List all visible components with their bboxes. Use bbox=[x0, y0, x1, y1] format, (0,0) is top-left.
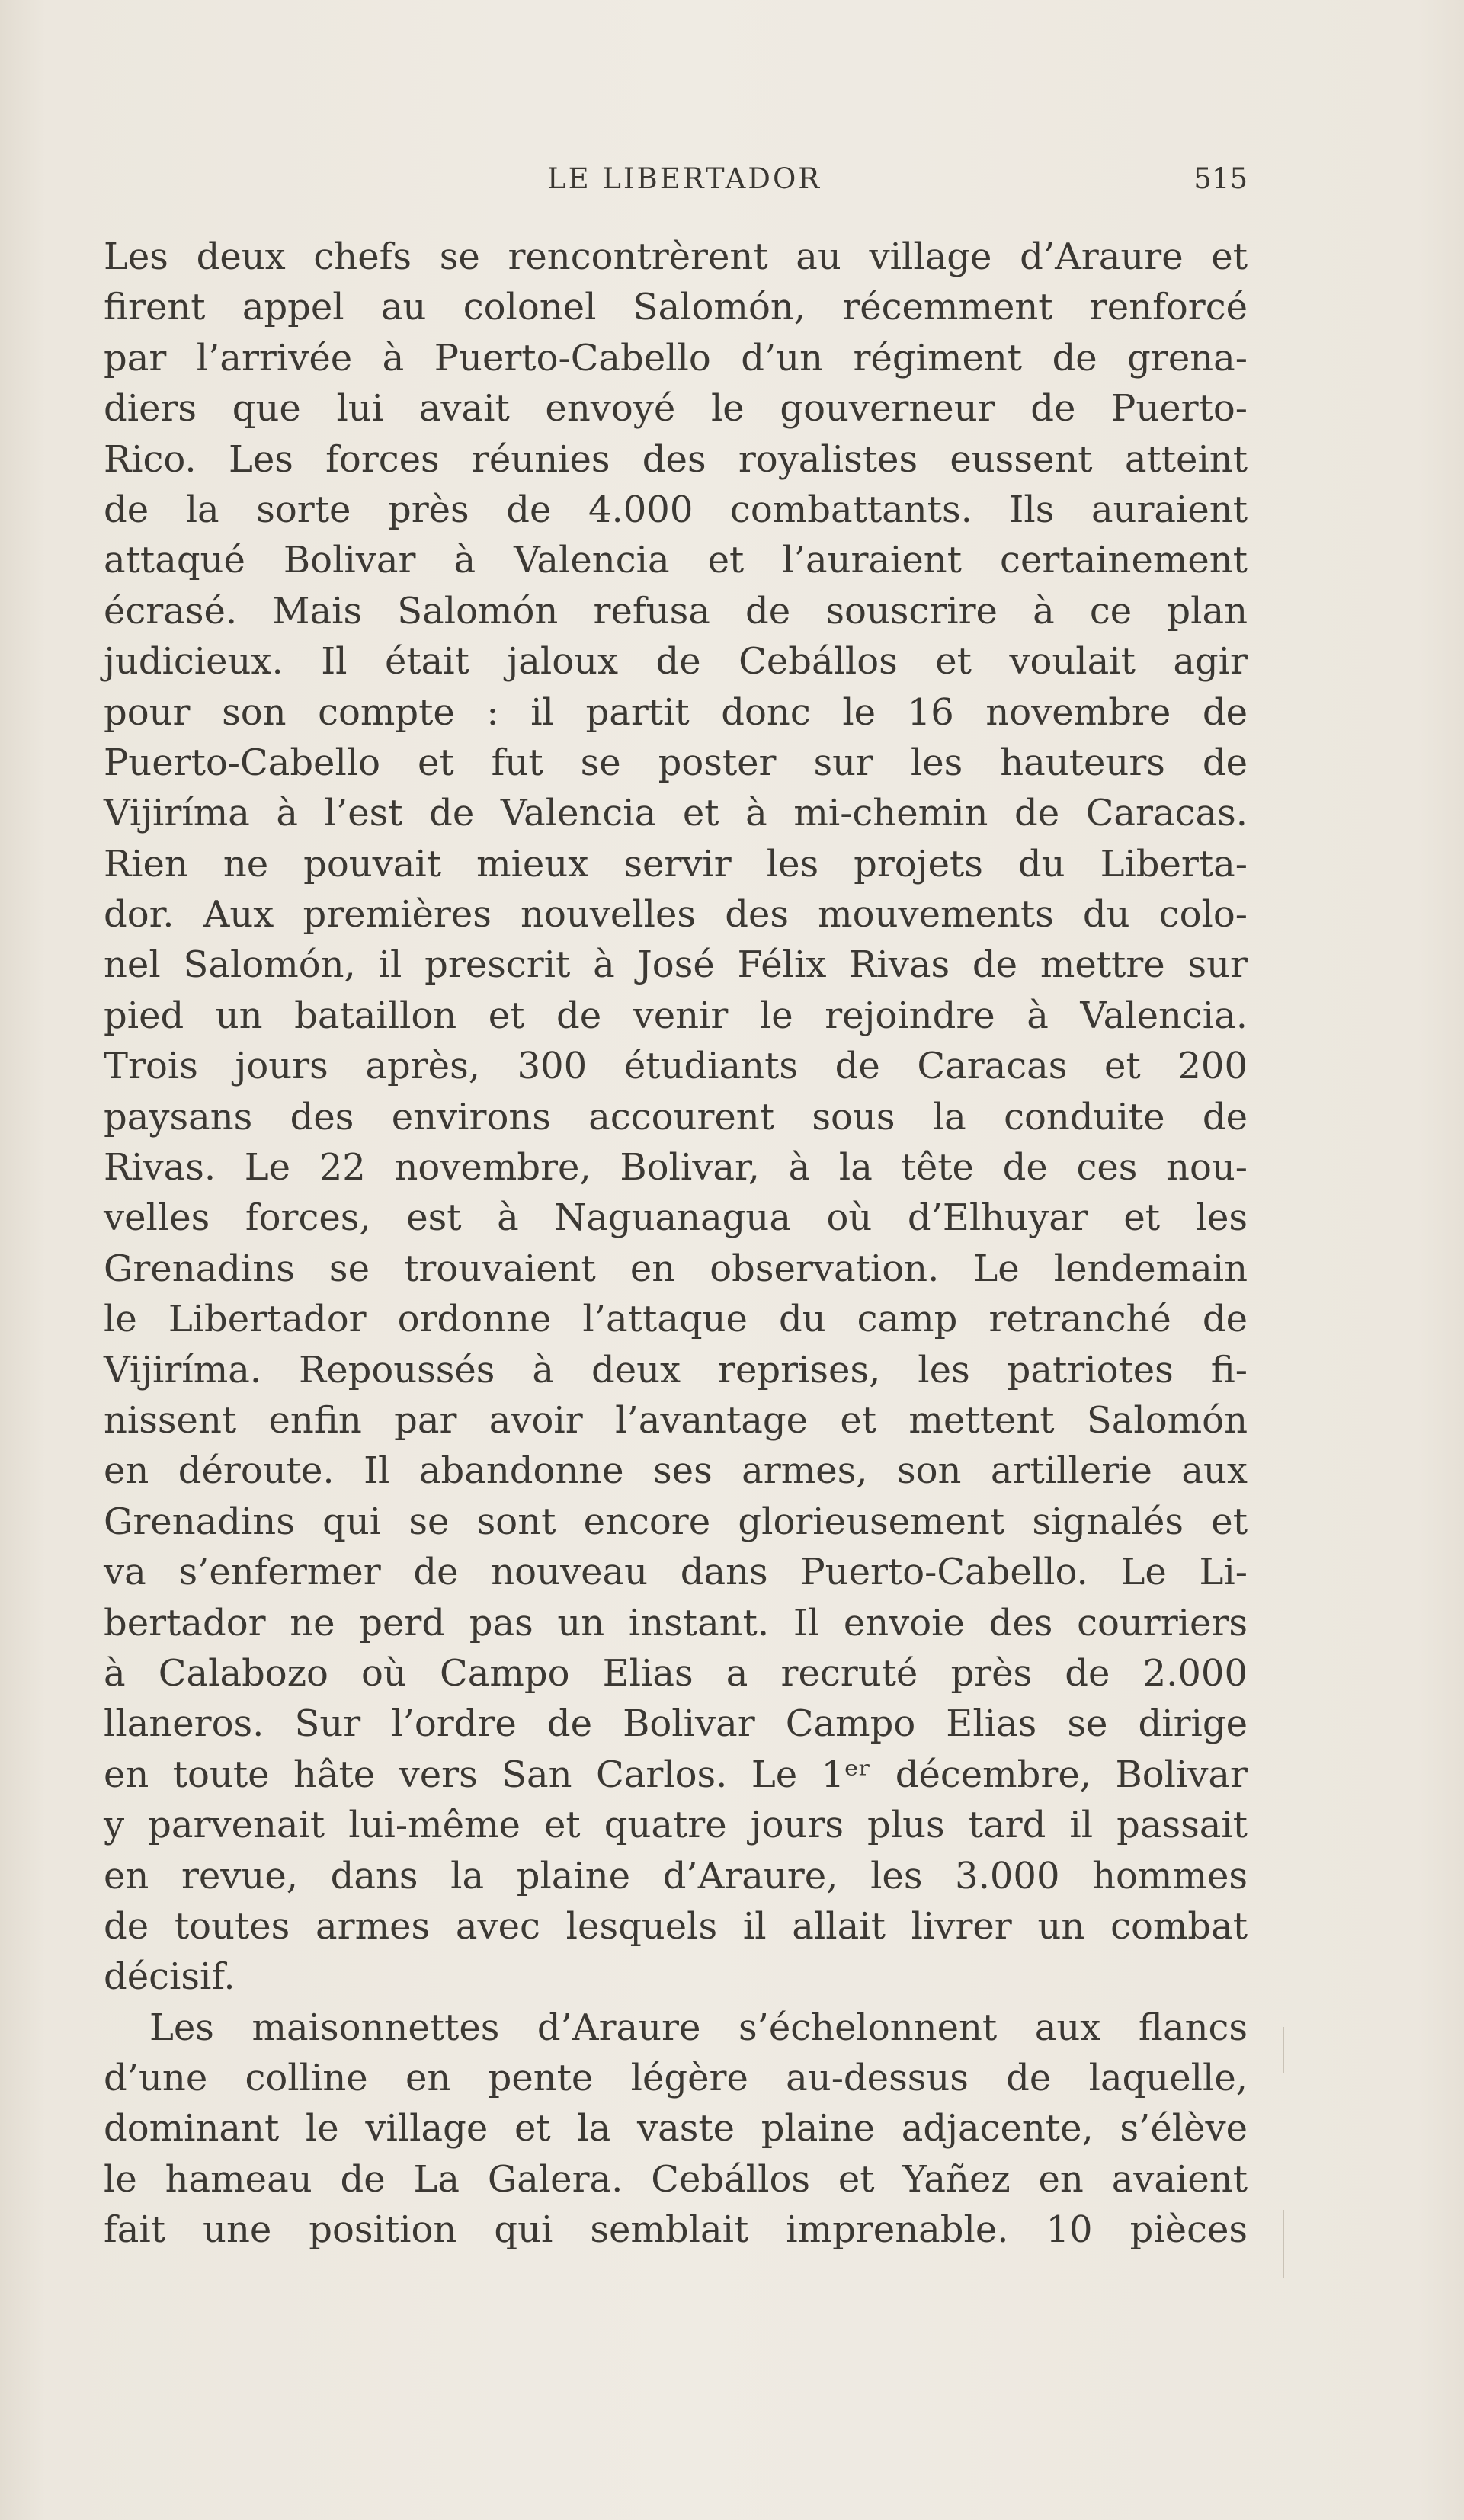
text-line: de la sorte près de 4.000 combattants. Ils auraient bbox=[104, 488, 1248, 531]
text-line: Rien ne pouvait mieux servir les projets du Liberta- bbox=[104, 842, 1248, 885]
text-line: dor. Aux premières nouvelles des mouvements du colo- bbox=[104, 893, 1248, 937]
paragraph-end-line: décisif. bbox=[104, 1955, 235, 1999]
text-line: Rico. Les forces réunies des royalistes eussent atteint bbox=[104, 437, 1248, 481]
text-line: en toute hâte vers San Carlos. Le 1ᵉʳ décembre, Bolivar bbox=[104, 1753, 1248, 1796]
text-line: Vijiríma à l’est de Valencia et à mi-chemin de Caracas. bbox=[104, 792, 1248, 835]
text-line: en revue, dans la plaine d’Araure, les 3.000 hommes bbox=[104, 1854, 1248, 1897]
text-line: Vijiríma. Repoussés à deux reprises, les patriotes fi- bbox=[104, 1348, 1248, 1391]
text-line: fait une position qui semblait imprenable. 10 pièces bbox=[104, 2208, 1248, 2252]
text-line: à Calabozo où Campo Elias a recruté près de 2.000 bbox=[104, 1651, 1248, 1695]
text-line: bertador ne perd pas un instant. Il envoie des courriers bbox=[104, 1601, 1248, 1644]
text-line: Rivas. Le 22 novembre, Bolivar, à la tête de ces nou- bbox=[104, 1146, 1248, 1190]
running-title: LE LIBERTADOR bbox=[547, 162, 822, 195]
text-line: attaqué Bolivar à Valencia et l’auraient certainement bbox=[104, 539, 1248, 582]
text-line: d’une colline en pente légère au-dessus de laquelle, bbox=[104, 2057, 1248, 2100]
text-line: Trois jours après, 300 étudiants de Caracas et 200 bbox=[104, 1045, 1248, 1088]
text-line: judicieux. Il était jaloux de Cebállos et voulait agir bbox=[104, 640, 1248, 684]
text-line: en déroute. Il abandonne ses armes, son artillerie aux bbox=[104, 1449, 1248, 1493]
paragraph-start-line: Les maisonnettes d’Araure s’échelonnent aux flancs bbox=[149, 2006, 1248, 2049]
text-line: llaneros. Sur l’ordre de Bolivar Campo Elias se dirige bbox=[104, 1702, 1248, 1746]
text-line: firent appel au colonel Salomón, récemment renforcé bbox=[104, 286, 1248, 329]
text-line: nel Salomón, il prescrit à José Félix Rivas de mettre sur bbox=[104, 943, 1248, 987]
page-edge-mark bbox=[1283, 2210, 1284, 2278]
text-line: dominant le village et la vaste plaine adjacente, s’élève bbox=[104, 2107, 1248, 2150]
text-line: y parvenait lui-même et quatre jours plus tard il passait bbox=[104, 1804, 1248, 1847]
text-line: nissent enfin par avoir l’avantage et mettent Salomón bbox=[104, 1398, 1248, 1442]
text-line: Les deux chefs se rencontrèrent au village d’Araure et bbox=[104, 235, 1248, 278]
text-line: va s’enfermer de nouveau dans Puerto-Cabello. Le Li- bbox=[104, 1551, 1248, 1594]
text-line: velles forces, est à Naguanagua où d’Elhuyar et les bbox=[104, 1196, 1248, 1240]
text-line: le Libertador ordonne l’attaque du camp retranché de bbox=[104, 1298, 1248, 1341]
text-line: paysans des environs accourent sous la conduite de bbox=[104, 1095, 1248, 1138]
body-text bbox=[104, 232, 1248, 2256]
page-edge-mark bbox=[1283, 2027, 1284, 2073]
text-line: Grenadins qui se sont encore glorieusement signalés et bbox=[104, 1500, 1248, 1543]
text-line: pied un bataillon et de venir le rejoindre à Valencia. bbox=[104, 994, 1248, 1037]
text-line: Grenadins se trouvaient en observation. Le lendemain bbox=[104, 1247, 1248, 1290]
page-header bbox=[104, 156, 1248, 202]
text-line: diers que lui avait envoyé le gouverneur de Puerto- bbox=[104, 387, 1248, 431]
text-line: Puerto-Cabello et fut se poster sur les hauteurs de bbox=[104, 741, 1248, 784]
text-line: de toutes armes avec lesquels il allait livrer un combat bbox=[104, 1904, 1248, 1948]
text-line: le hameau de La Galera. Cebállos et Yañez en avaient bbox=[104, 2157, 1248, 2201]
text-line: pour son compte : il partit donc le 16 novembre de bbox=[104, 690, 1248, 734]
text-line: par l’arrivée à Puerto-Cabello d’un régiment de grena- bbox=[104, 336, 1248, 379]
page-number: 515 bbox=[1193, 162, 1248, 195]
text-line: écrasé. Mais Salomón refusa de souscrire à ce plan bbox=[104, 589, 1248, 632]
